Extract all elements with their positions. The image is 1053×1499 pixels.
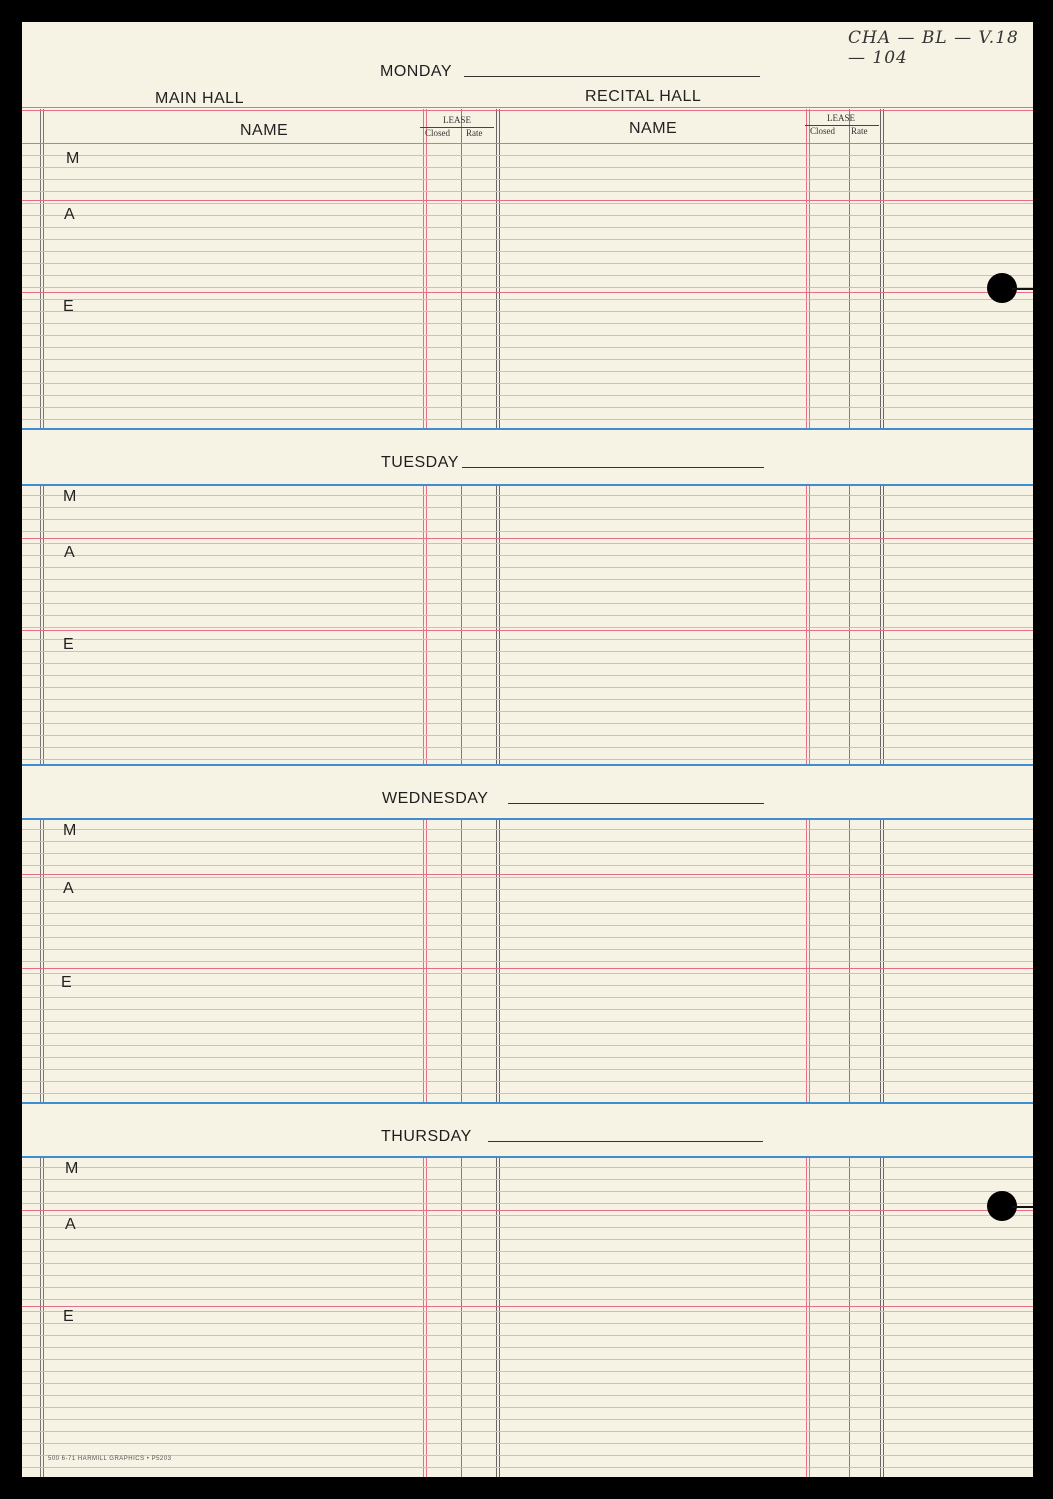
- ledger-rule: [22, 1335, 1033, 1336]
- ledger-rule: [22, 1383, 1033, 1384]
- recital-closed-rule: [809, 1156, 810, 1477]
- schedule-sheet: [22, 22, 1033, 1477]
- ledger-rule-red: [22, 292, 1033, 293]
- day-line-thursday: [488, 1141, 763, 1142]
- ledger-rule: [22, 275, 1033, 276]
- recital-end-rule: [880, 484, 881, 764]
- row-letter-wednesday-a: A: [63, 880, 74, 897]
- ledger-rule: [22, 687, 1033, 688]
- recital-end-rule: [883, 818, 884, 1102]
- ledger-rule: [22, 311, 1033, 312]
- main-closed-rule: [426, 109, 427, 428]
- header-rule-red: [22, 110, 1033, 111]
- ledger-rule: [22, 179, 1033, 180]
- main-end-rule: [496, 109, 497, 428]
- ledger-rule: [22, 335, 1033, 336]
- ledger-rule: [22, 889, 1033, 890]
- ledger-rule: [22, 543, 1033, 544]
- ledger-rule: [22, 495, 1033, 496]
- ledger-rule: [22, 1093, 1033, 1094]
- recital-end-rule: [880, 818, 881, 1102]
- main-closed-rule: [423, 484, 424, 764]
- day-line-monday: [464, 76, 760, 77]
- left-margin-rule: [43, 818, 44, 1102]
- ledger-rule: [22, 1395, 1033, 1396]
- row-letter-thursday-e: E: [63, 1308, 74, 1325]
- ledger-rule: [22, 1179, 1033, 1180]
- ledger-rule: [22, 395, 1033, 396]
- ledger-rule: [22, 901, 1033, 902]
- left-margin-rule: [40, 484, 41, 764]
- recital-closed-rule: [809, 109, 810, 428]
- row-letter-wednesday-m: M: [63, 822, 77, 839]
- ledger-rule: [22, 1057, 1033, 1058]
- ledger-rule: [22, 723, 1033, 724]
- main-rate-rule: [461, 1156, 462, 1477]
- ledger-rule: [22, 1045, 1033, 1046]
- main-name-header: NAME: [240, 122, 289, 139]
- recital-name-header: NAME: [629, 120, 678, 137]
- ledger-rule: [22, 651, 1033, 652]
- ledger-rule: [22, 567, 1033, 568]
- day-title-thursday: THURSDAY: [381, 1128, 472, 1145]
- ledger-rule: [22, 519, 1033, 520]
- ledger-rule: [22, 167, 1033, 168]
- recital-closed-rule: [806, 1156, 807, 1477]
- left-margin-rule: [43, 1156, 44, 1477]
- recital-rate-rule: [849, 484, 850, 764]
- recital-closed-rule: [809, 818, 810, 1102]
- ledger-rule: [22, 1287, 1033, 1288]
- ledger-rule: [22, 603, 1033, 604]
- ledger-rule: [22, 579, 1033, 580]
- ledger-rule: [22, 323, 1033, 324]
- ledger-rule-red: [22, 1210, 1033, 1211]
- ledger-rule: [22, 371, 1033, 372]
- ledger-rule: [22, 1191, 1033, 1192]
- main-hall-label: MAIN HALL: [155, 90, 244, 107]
- ledger-rule: [22, 1009, 1033, 1010]
- recital-end-rule: [883, 484, 884, 764]
- ledger-rule: [22, 627, 1033, 628]
- ledger-rule: [22, 191, 1033, 192]
- main-end-rule: [499, 109, 500, 428]
- ledger-rule: [22, 227, 1033, 228]
- ledger-rule: [22, 1275, 1033, 1276]
- main-closed-rule: [423, 109, 424, 428]
- ledger-rule: [22, 865, 1033, 866]
- ledger-rule: [22, 251, 1033, 252]
- ledger-rule: [22, 615, 1033, 616]
- main-rate-header: Rate: [466, 128, 483, 138]
- section-rule-blue: [22, 428, 1033, 430]
- main-closed-rule: [426, 484, 427, 764]
- ledger-rule: [22, 1033, 1033, 1034]
- ledger-rule: [22, 287, 1033, 288]
- day-line-wednesday: [508, 803, 764, 804]
- main-closed-rule: [423, 1156, 424, 1477]
- ledger-rule: [22, 1407, 1033, 1408]
- left-margin-rule: [40, 109, 41, 428]
- ledger-rule-red: [22, 1306, 1033, 1307]
- recital-lease-header: LEASE: [827, 113, 855, 123]
- ledger-rule: [22, 1443, 1033, 1444]
- ledger-rule: [22, 215, 1033, 216]
- ledger-rule: [22, 1359, 1033, 1360]
- ledger-rule: [22, 1081, 1033, 1082]
- printer-footer: 500 6-71 HARMILL GRAPHICS • P5203: [48, 1456, 172, 1462]
- recital-hall-label: RECITAL HALL: [585, 88, 702, 105]
- ledger-rule: [22, 663, 1033, 664]
- ledger-rule: [22, 1323, 1033, 1324]
- ledger-rule: [22, 853, 1033, 854]
- main-end-rule: [499, 484, 500, 764]
- binder-hole-bottom-slot: [1012, 1206, 1033, 1208]
- ledger-rule: [22, 711, 1033, 712]
- recital-closed-header: Closed: [810, 126, 836, 136]
- main-end-rule: [496, 484, 497, 764]
- ledger-rule: [22, 1371, 1033, 1372]
- row-letter-monday-a: A: [64, 206, 75, 223]
- recital-end-rule: [883, 109, 884, 428]
- ledger-rule-red: [22, 200, 1033, 201]
- recital-closed-rule: [806, 484, 807, 764]
- ledger-rule-red: [22, 874, 1033, 875]
- ledger-rule: [22, 507, 1033, 508]
- main-rate-rule: [461, 109, 462, 428]
- ledger-rule: [22, 937, 1033, 938]
- ledger-rule: [22, 1455, 1033, 1456]
- ledger-rule: [22, 973, 1033, 974]
- main-rate-rule: [461, 818, 462, 1102]
- recital-closed-rule: [809, 484, 810, 764]
- recital-rate-rule: [849, 818, 850, 1102]
- ledger-rule: [22, 829, 1033, 830]
- ledger-rule: [22, 1419, 1033, 1420]
- ledger-rule: [22, 263, 1033, 264]
- ledger-rule: [22, 985, 1033, 986]
- ledger-rule: [22, 997, 1033, 998]
- ledger-rule: [22, 759, 1033, 760]
- day-line-tuesday: [462, 467, 764, 468]
- main-end-rule: [499, 818, 500, 1102]
- ledger-rule: [22, 1203, 1033, 1204]
- left-margin-rule: [40, 1156, 41, 1477]
- section-rule-blue: [22, 484, 1033, 486]
- ledger-rule: [22, 841, 1033, 842]
- row-letter-thursday-a: A: [65, 1216, 76, 1233]
- ledger-rule: [22, 155, 1033, 156]
- day-title-tuesday: TUESDAY: [381, 454, 459, 471]
- ledger-rule: [22, 747, 1033, 748]
- ledger-rule: [22, 359, 1033, 360]
- ledger-rule: [22, 1215, 1033, 1216]
- ledger-rule: [22, 347, 1033, 348]
- ledger-rule: [22, 1069, 1033, 1070]
- main-closed-rule: [426, 1156, 427, 1477]
- main-end-rule: [496, 818, 497, 1102]
- ledger-rule: [22, 1311, 1033, 1312]
- ledger-rule: [22, 203, 1033, 204]
- handwritten-reference: CHA — BL — V.18 — 104: [848, 28, 1019, 68]
- ledger-rule: [22, 699, 1033, 700]
- main-lease-header: LEASE: [443, 115, 471, 125]
- main-end-rule: [496, 1156, 497, 1477]
- recital-end-rule: [880, 109, 881, 428]
- ledger-rule: [22, 1431, 1033, 1432]
- ledger-rule: [22, 1239, 1033, 1240]
- ledger-rule: [22, 1167, 1033, 1168]
- recital-rate-rule: [849, 1156, 850, 1477]
- ledger-rule: [22, 1467, 1033, 1468]
- recital-end-rule: [880, 1156, 881, 1477]
- ledger-rule: [22, 419, 1033, 420]
- left-margin-rule: [43, 484, 44, 764]
- row-letter-tuesday-a: A: [64, 544, 75, 561]
- ledger-rule-red: [22, 538, 1033, 539]
- ledger-rule: [22, 877, 1033, 878]
- section-rule-blue: [22, 1102, 1033, 1104]
- main-closed-rule: [426, 818, 427, 1102]
- main-rate-rule: [461, 484, 462, 764]
- ledger-rule: [22, 639, 1033, 640]
- section-rule-blue: [22, 818, 1033, 820]
- main-closed-header: Closed: [425, 128, 451, 138]
- recital-end-rule: [883, 1156, 884, 1477]
- main-end-rule: [499, 1156, 500, 1477]
- recital-closed-rule: [806, 818, 807, 1102]
- ledger-rule: [22, 299, 1033, 300]
- recital-rate-rule: [849, 109, 850, 428]
- day-title-wednesday: WEDNESDAY: [382, 790, 489, 807]
- row-letter-monday-m: M: [66, 150, 80, 167]
- left-margin-rule: [43, 109, 44, 428]
- ledger-rule: [22, 1299, 1033, 1300]
- ledger-rule: [22, 1021, 1033, 1022]
- row-letter-wednesday-e: E: [61, 974, 72, 991]
- ledger-rule: [22, 407, 1033, 408]
- ledger-rule: [22, 239, 1033, 240]
- ledger-rule: [22, 1227, 1033, 1228]
- main-closed-rule: [423, 818, 424, 1102]
- ledger-rule: [22, 735, 1033, 736]
- ledger-rule: [22, 925, 1033, 926]
- ledger-rule: [22, 1347, 1033, 1348]
- ledger-rule-red: [22, 630, 1033, 631]
- row-letter-monday-e: E: [63, 298, 74, 315]
- header-rule-red: [22, 143, 1033, 144]
- ledger-rule-red: [22, 968, 1033, 969]
- section-rule-blue: [22, 1156, 1033, 1158]
- ledger-rule: [22, 675, 1033, 676]
- ledger-rule: [22, 949, 1033, 950]
- row-letter-thursday-m: M: [65, 1160, 79, 1177]
- ledger-rule: [22, 531, 1033, 532]
- ledger-rule: [22, 555, 1033, 556]
- recital-rate-header: Rate: [851, 126, 868, 136]
- row-letter-tuesday-e: E: [63, 636, 74, 653]
- section-rule-blue: [22, 764, 1033, 766]
- ledger-rule: [22, 1263, 1033, 1264]
- binder-hole-top-slot: [1012, 288, 1033, 290]
- ledger-rule: [22, 591, 1033, 592]
- day-title-monday: MONDAY: [380, 63, 453, 80]
- recital-closed-rule: [806, 109, 807, 428]
- row-letter-tuesday-m: M: [63, 488, 77, 505]
- ledger-rule: [22, 961, 1033, 962]
- ledger-rule: [22, 1251, 1033, 1252]
- ledger-rule: [22, 383, 1033, 384]
- ledger-rule: [22, 913, 1033, 914]
- left-margin-rule: [40, 818, 41, 1102]
